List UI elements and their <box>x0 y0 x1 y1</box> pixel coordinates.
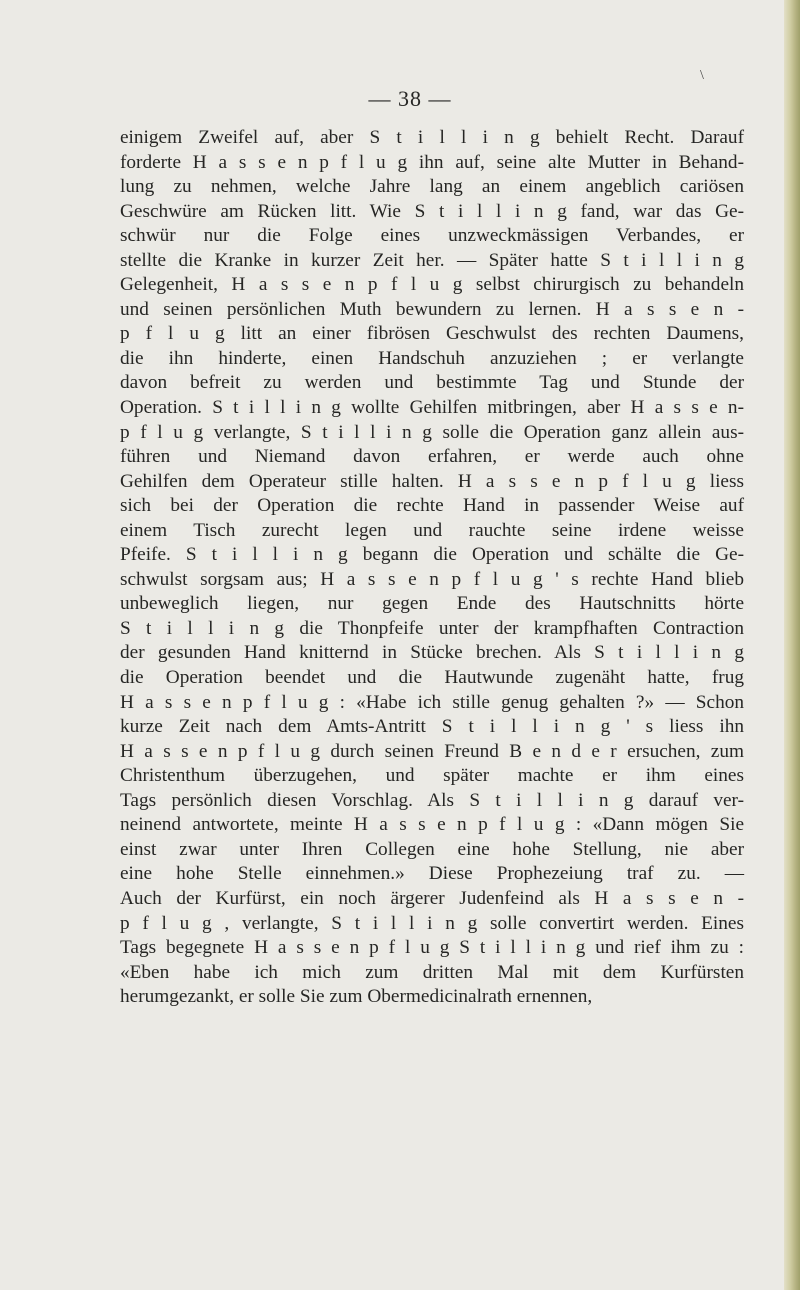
body-text <box>120 126 744 1010</box>
margin-mark: \ <box>700 68 704 83</box>
text-line: Geschwüre am Rücken litt. Wie S t i l l i n g fand, war das Ge- <box>120 200 744 222</box>
text-line: schwulst sorgsam aus; H a s s e n p f l u g ' s rechte Hand blieb <box>120 568 744 590</box>
text-line: die Operation beendet und die Hautwunde zugenäht hatte, frug <box>120 667 744 689</box>
text-line: H a s s e n p f l u g : «Habe ich stille genug gehalten ?» — Schon <box>120 691 744 713</box>
text-line: schwür nur die Folge eines unzweckmässigen Verbandes, er <box>120 225 744 247</box>
page-number: — 38 — <box>368 86 452 111</box>
text-line: Tags persönlich diesen Vorschlag. Als S t i l l i n g darauf ver- <box>120 789 744 811</box>
text-line: führen und Niemand davon erfahren, er werde auch ohne <box>120 446 744 468</box>
text-line: Tags begegnete H a s s e n p f l u g S t i l l i n g und rief ihm zu : <box>120 937 744 959</box>
text-line: kurze Zeit nach dem Amts-Antritt S t i l l i n g ' s liess ihn <box>120 716 744 738</box>
text-line: die ihn hinderte, einen Handschuh anzuziehen ; er verlangte <box>120 347 744 369</box>
text-line: p f l u g litt an einer fibrösen Geschwulst des rechten Daumens, <box>120 323 744 345</box>
text-line: stellte die Kranke in kurzer Zeit her. — Später hatte S t i l l i n g <box>120 249 744 271</box>
text-line: Pfeife. S t i l l i n g begann die Operation und schälte die Ge- <box>120 544 744 566</box>
text-line: und seinen persönlichen Muth bewundern zu lernen. H a s s e n - <box>120 298 744 320</box>
text-line: unbeweglich liegen, nur gegen Ende des Hautschnitts hörte <box>120 593 744 615</box>
text-line: davon befreit zu werden und bestimmte Tag und Stunde der <box>120 372 744 394</box>
text-line: einem Tisch zurecht legen und rauchte seine irdene weisse <box>120 519 744 541</box>
text-line: Auch der Kurfürst, ein noch ärgerer Judenfeind als H a s s e n - <box>120 887 744 909</box>
text-line: Gehilfen dem Operateur stille halten. H a s s e n p f l u g liess <box>120 470 744 492</box>
text-line: lung zu nehmen, welche Jahre lang an einem angeblich cariösen <box>120 176 744 198</box>
text-line: einst zwar unter Ihren Collegen eine hohe Stellung, nie aber <box>120 838 744 860</box>
text-line: p f l u g verlangte, S t i l l i n g solle die Operation ganz allein aus- <box>120 421 744 443</box>
text-line: sich bei der Operation die rechte Hand in passender Weise auf <box>120 495 744 517</box>
text-line: herumgezankt, er solle Sie zum Obermedicinalrath ernennen, <box>120 986 593 1008</box>
text-line: p f l u g , verlangte, S t i l l i n g solle convertirt werden. Eines <box>120 912 744 934</box>
text-line: der gesunden Hand knitternd in Stücke brechen. Als S t i l l i n g <box>120 642 744 664</box>
text-line: S t i l l i n g die Thonpfeife unter der krampfhaften Contraction <box>120 617 744 639</box>
text-line: einigem Zweifel auf, aber S t i l l i n g behielt Recht. Darauf <box>120 127 744 148</box>
page-edge <box>784 0 800 1290</box>
text-line: eine hohe Stelle einnehmen.» Diese Prophezeiung traf zu. — <box>120 863 744 885</box>
text-line: Gelegenheit, H a s s e n p f l u g selbst chirurgisch zu behandeln <box>120 274 744 296</box>
text-line: Christenthum überzugehen, und später machte er ihm eines <box>120 765 744 787</box>
text-line: neinend antwortete, meinte H a s s e n p f l u g : «Dann mögen Sie <box>120 814 744 836</box>
text-line: forderte H a s s e n p f l u g ihn auf, seine alte Mutter in Behand- <box>120 151 744 173</box>
text-line: «Eben habe ich mich zum dritten Mal mit dem Kurfürsten <box>120 961 744 983</box>
text-line: H a s s e n p f l u g durch seinen Freund B e n d e r ersuchen, zum <box>120 740 744 762</box>
text-line: Operation. S t i l l i n g wollte Gehilfen mitbringen, aber H a s s e n- <box>120 397 744 419</box>
